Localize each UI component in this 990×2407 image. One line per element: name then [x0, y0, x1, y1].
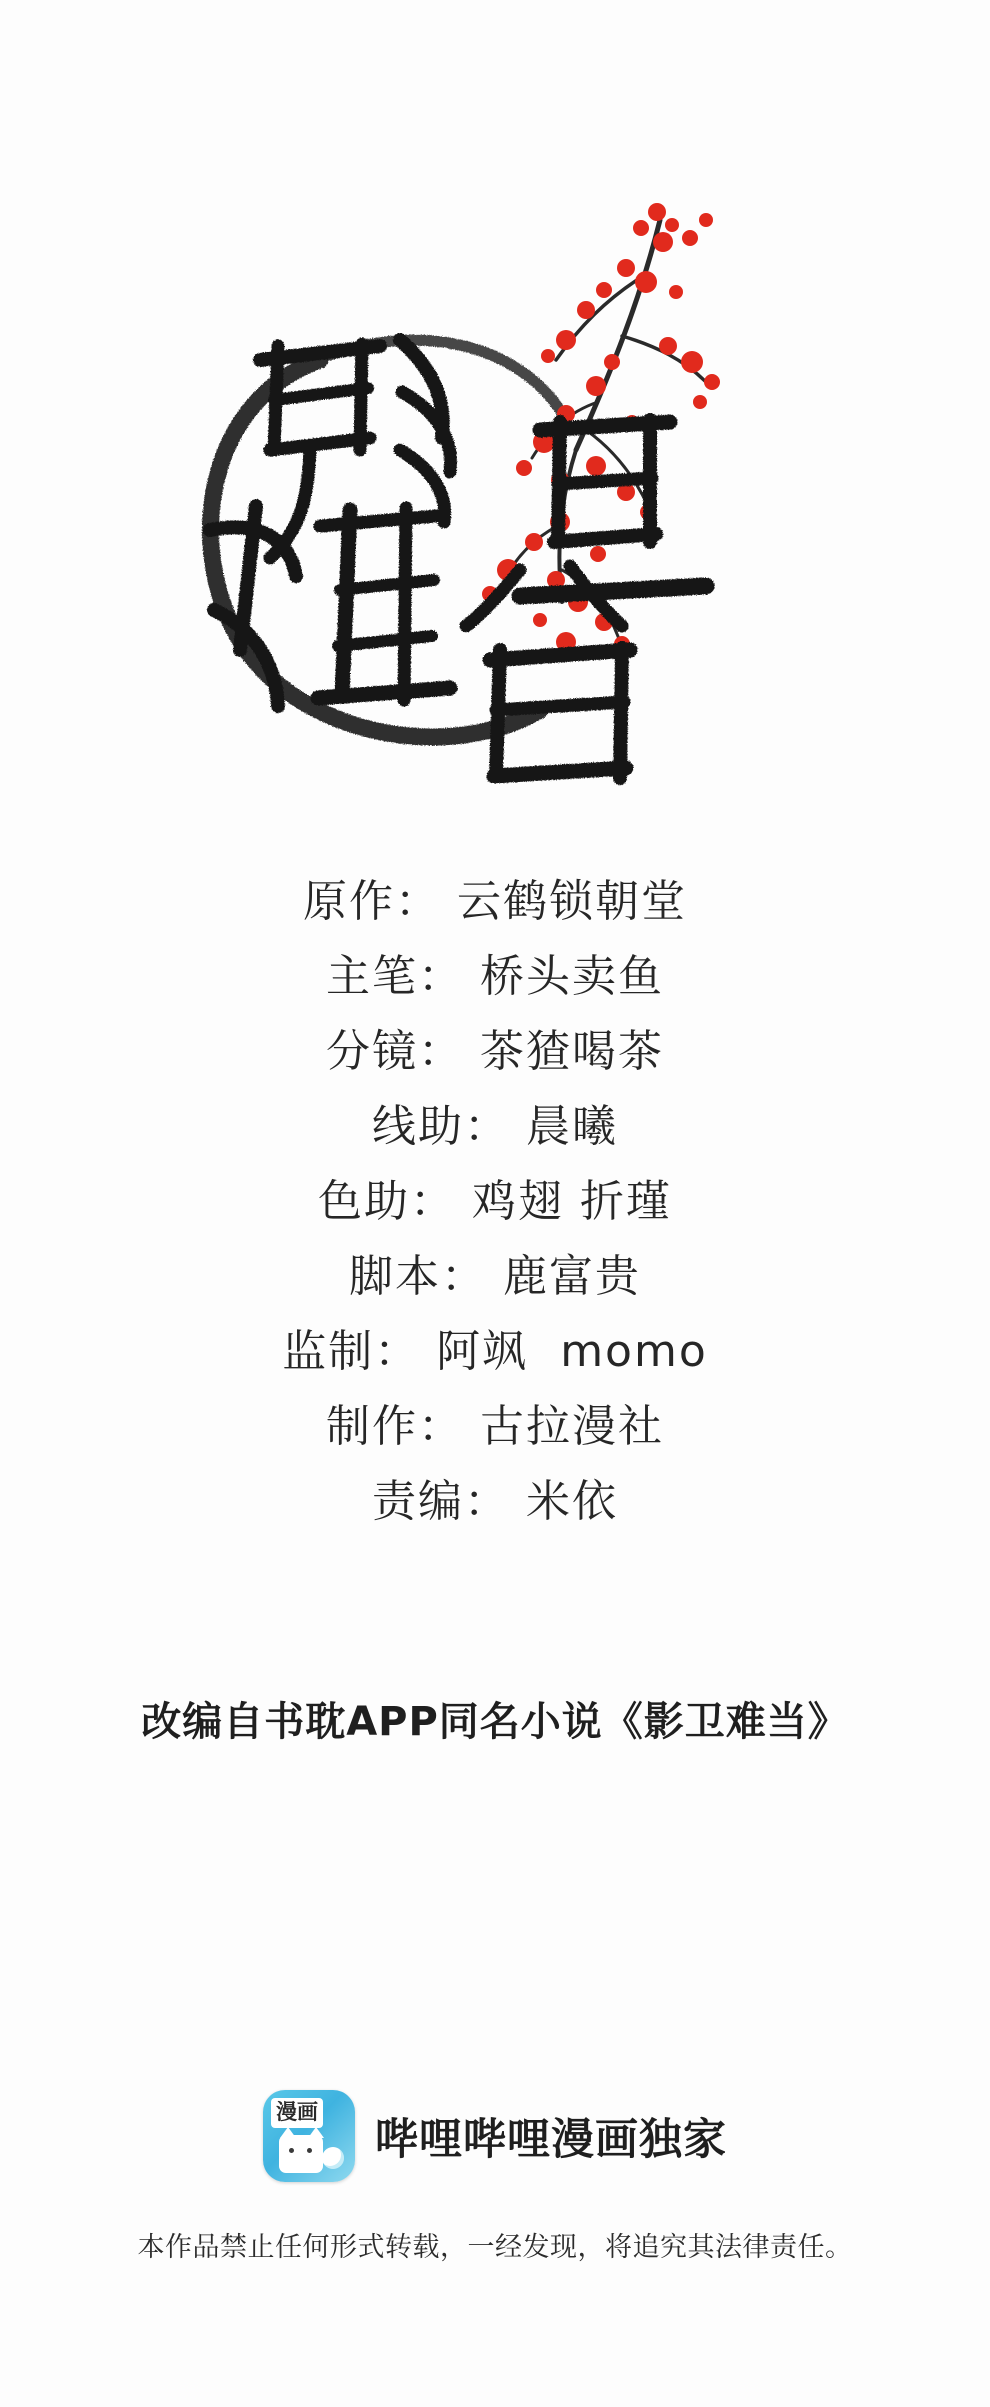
title-calligraphy-svg [0, 150, 990, 870]
credit-line: 制作： 古拉漫社 [326, 1401, 664, 1452]
credit-line: 原作： 云鹤锁朝堂 [303, 876, 687, 927]
adaptation-note: 改编自书耽APP同名小说《影卫难当》 [141, 1699, 849, 1745]
credit-line: 监制： 阿飒 momo [282, 1326, 708, 1377]
brand-label: 哔哩哔哩漫画独家 [375, 2114, 727, 2165]
credit-line: 分镜： 茶猹喝茶 [326, 1026, 664, 1077]
logo-badge-label: 漫画 [271, 2098, 323, 2128]
title-characters [210, 340, 706, 778]
publisher-brand [0, 2090, 990, 2182]
credit-line: 脚本： 鹿富贵 [349, 1251, 641, 1302]
logo-face-icon [279, 2135, 323, 2173]
credit-line: 责编： 米依 [372, 1476, 618, 1527]
credit-line: 主笔： 桥头卖鱼 [326, 951, 664, 1002]
credits-list [0, 876, 990, 1555]
logo-ball-icon [322, 2147, 344, 2169]
copyright-notice: 本作品禁止任何形式转载，一经发现，将追究其法律责任。 [137, 2232, 853, 2263]
bilibili-manga-logo-icon [263, 2090, 355, 2182]
credit-line: 线助： 晨曦 [372, 1101, 618, 1152]
credit-line: 色助： 鸡翅 折瑾 [318, 1176, 672, 1227]
title-artwork [0, 150, 990, 870]
